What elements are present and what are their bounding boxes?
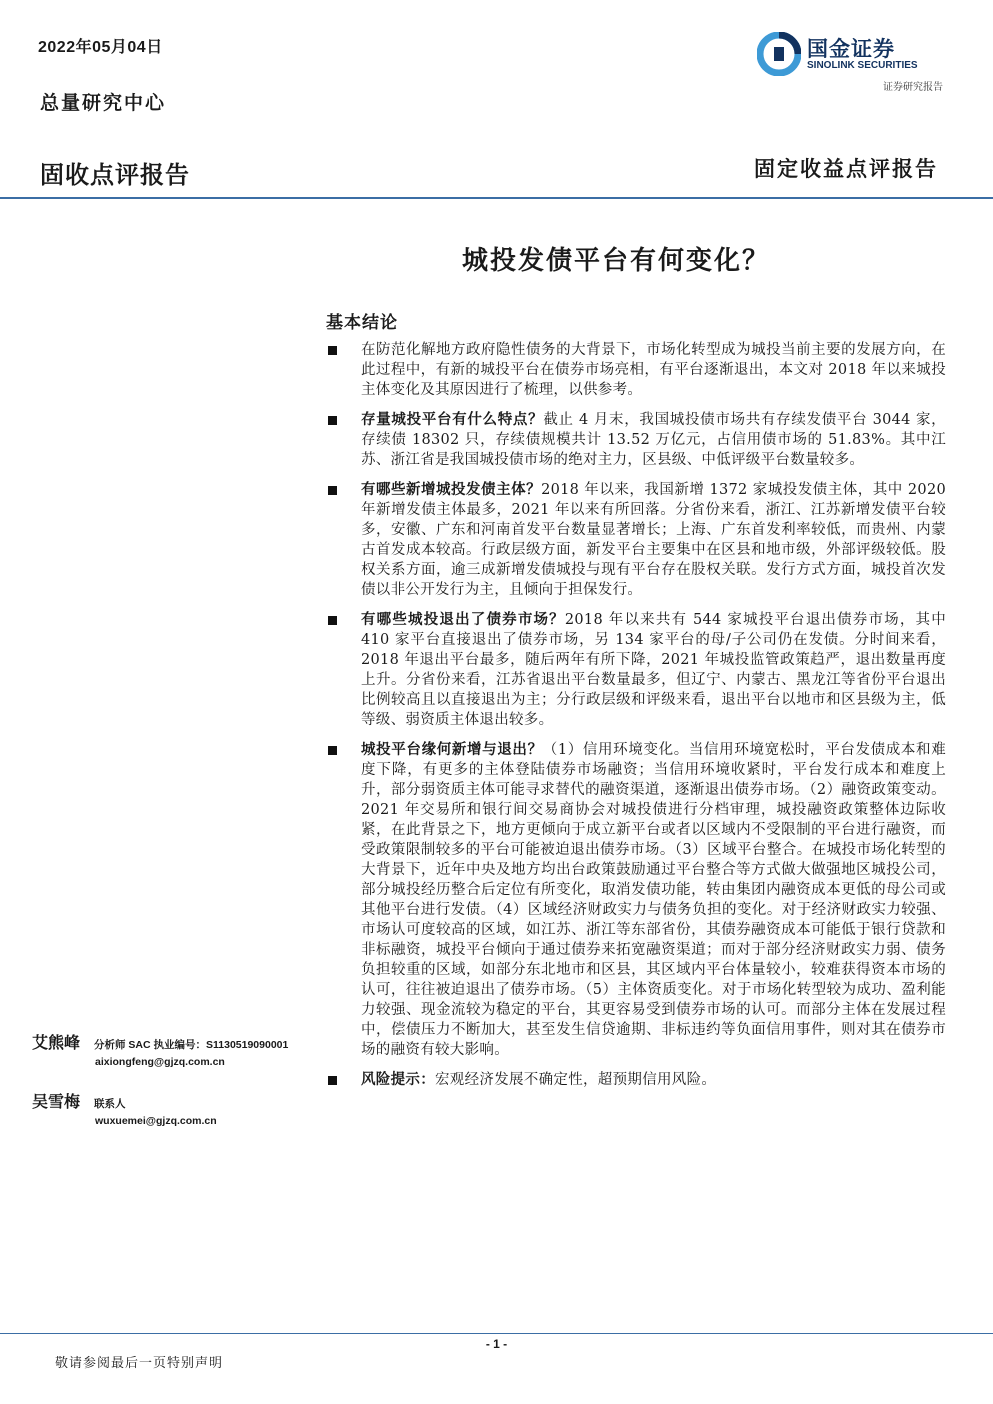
square-bullet-icon — [328, 1076, 337, 1085]
logo-name-cn: 国金证券 — [807, 37, 895, 61]
footer-disclaimer: 敬请参阅最后一页特别声明 — [55, 1356, 224, 1371]
bullet-text: 截止 4 月末，我国城投债市场共有存续发债平台 3044 家，存续债 18302 只，存续债规模共计 13.52 万亿元，占信用债市场的 51.83%。其中江苏、浙江省是我国城投债市场的绝对主力，区县级、中低评级平台数量较多。 — [361, 412, 946, 468]
footer-divider — [0, 1333, 993, 1334]
bullet-lead: 城投平台缘何新增与退出？ — [361, 741, 543, 758]
bullet-text: （1）信用环境变化。当信用环境宽松时，平台发债成本和难度下降，有更多的主体登陆债券市场融资；当信用环境收紧时，平台发行成本和难度上升，部分弱资质主体可能寻求替代的融资渠道，逐渐退出债券市场。（2）融资政策变动。2021 年交易所和银行间交易商协会对城投债进行分档审理，城投融资政策整体边际收紧，在此背景之下，地方更倾向于成立新平台或者以区域内不受限制的平台进行融资，而受政策限制较多的平台可能被迫退出债券市场。（3）区域平台整合。在城投市场化转型的大背景下，近年中央及地方均出台政策鼓励通过平台整合等方式做大做强地区城投公司，部分城投经历整合后定位有所变化，取消发债功能，转由集团内融资成本更低的母公司或其他平台进行发债。（4）区域经济财政实力与债务负担的变化。对于经济财政实力较强、市场认可度较高的区域，如江苏、浙江等东部省份，其债券融资成本可能低于银行贷款和非标融资，城投平台倾向于通过债券来拓宽融资渠道；而对于部分经济财政实力弱、债务负担较重的区域，如部分东北地市和区县，其区域内平台体量较小，较难获得资本市场的认可，往往被迫退出了债券市场。（5）主体资质变化。对于市场化转型较为成功、盈利能力较强、现金流较为稳定的平台，其更容易受到债券市场的认可。而部分主体在发展过程中，偿债压力不断加大，甚至发生信贷逾期、非标违约等负面信用事件，则对其在债券市场的融资有较大影响。 — [361, 742, 946, 1058]
report-title: 城投发债平台有何变化？ — [462, 246, 771, 276]
analyst-role: 分析师 SAC 执业编号：S1130519090001 — [94, 1039, 289, 1051]
sinolink-logo-icon — [757, 32, 801, 76]
bullet-lead: 有哪些新增城投发债主体？ — [361, 481, 542, 498]
square-bullet-icon — [328, 416, 337, 425]
header-divider — [0, 197, 993, 199]
logo-name-en: SINOLINK SECURITIES — [807, 60, 918, 71]
bullet-lead: 风险提示： — [361, 1071, 435, 1088]
list-item — [326, 340, 946, 400]
page-number: - 1 - — [485, 1337, 508, 1351]
bullet-text: 2018 年以来，我国新增 1372 家城投发债主体，其中 2020 年新增发债主体最多，2021 年以来有所回落。分省份来看，浙江、江苏新增发债平台较多，安徽、广东和河南首发平台数量显著增长；上海、广东首发利率较低，而贵州、内蒙古首发成本较高。行政层级方面，新发平台主要集中在区县和地市级，外部评级较低。股权关系方面，逾三成新增发债城投与现有平台存在股权关联。发行方式方面，城投首次发债以非公开发行为主，且倾向于担保发行。 — [361, 482, 946, 598]
analyst-email: aixiongfeng@gjzq.com.cn — [95, 1056, 225, 1068]
sinolink-logo — [757, 30, 947, 78]
square-bullet-icon — [328, 486, 337, 495]
square-bullet-icon — [328, 346, 337, 355]
bullet-text: 2018 年以来共有 544 家城投平台退出债券市场，其中 410 家平台直接退出了债券市场，另 134 家平台的母/子公司仍在发债。分时间来看，2018 年退出平台最多，随后两年有所下降，2021 年城投监管政策趋严，退出数量再度上升。分省份来看，江苏省退出平台数量最多，但辽宁、内蒙古、黑龙江等省份平台退出比例较高且以直接退出为主；分行政层级和评级来看，退出平台以地市和区县级为主，低等级、弱资质主体退出较多。 — [361, 612, 946, 728]
bullet-text: 在防范化解地方政府隐性债务的大背景下，市场化转型成为城投当前主要的发展方向，在此过程中，有新的城投平台在债券市场亮相，有平台逐渐退出，本文对 2018 年以来城投主体变化及其原因进行了梳理，以供参考。 — [361, 342, 946, 398]
research-center-name: 总量研究中心 — [40, 92, 167, 114]
square-bullet-icon — [328, 746, 337, 755]
analyst-block — [32, 1089, 217, 1127]
list-item — [326, 410, 946, 470]
list-item — [326, 610, 946, 730]
report-category: 证券研究报告 — [883, 82, 943, 93]
doc-type-left: 固收点评报告 — [40, 162, 190, 189]
report-date: 2022年05月04日 — [38, 39, 163, 56]
analyst-name: 吴雪梅 — [32, 1092, 81, 1111]
analyst-name: 艾熊峰 — [32, 1033, 81, 1052]
doc-type-right: 固定收益点评报告 — [754, 156, 938, 181]
square-bullet-icon — [328, 616, 337, 625]
bullet-lead: 有哪些城投退出了债券市场？ — [361, 611, 565, 628]
analyst-role: 联系人 — [94, 1098, 126, 1110]
list-item — [326, 480, 946, 600]
conclusion-list — [326, 340, 946, 1100]
bullet-text: 宏观经济发展不确定性，超预期信用风险。 — [435, 1072, 717, 1088]
bullet-lead: 存量城投平台有什么特点？ — [361, 411, 544, 428]
section-title: 基本结论 — [326, 313, 398, 333]
list-item — [326, 1070, 946, 1090]
list-item — [326, 740, 946, 1060]
analyst-block — [32, 1030, 288, 1068]
analyst-email: wuxuemei@gjzq.com.cn — [95, 1115, 217, 1127]
